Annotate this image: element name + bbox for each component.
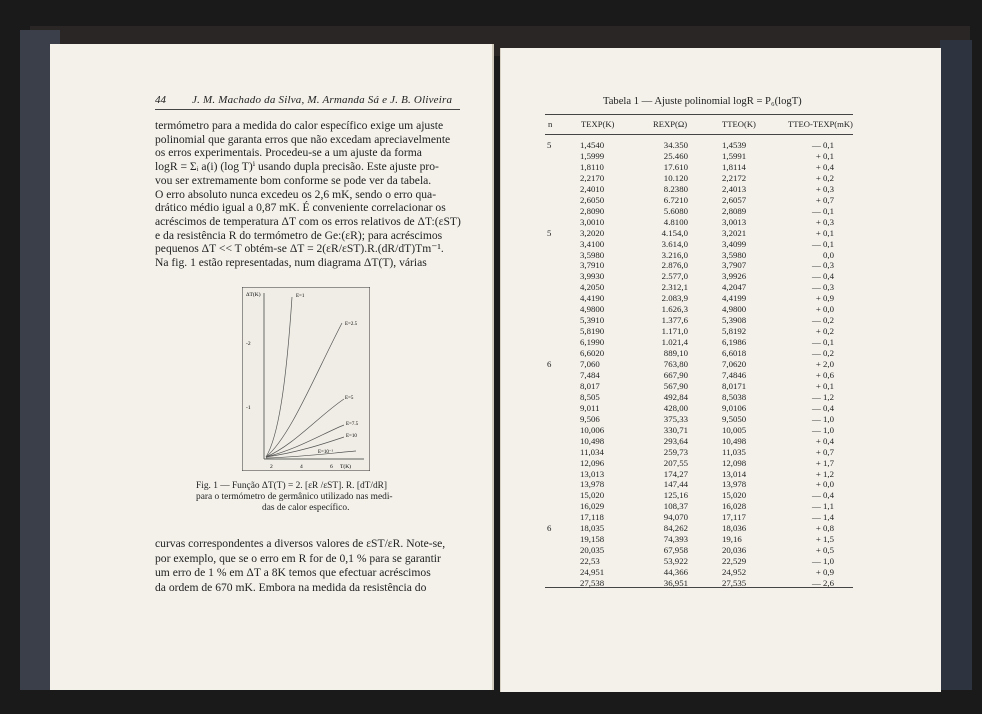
cell-tteo: 22,529 [722,556,747,567]
paragraph-line: por exemplo, que se o erro em R for de 0,1 % para se garantir [155,551,441,565]
cell-rexp: 3.216,0 [661,249,688,260]
cell-rexp: 2.312,1 [661,282,688,293]
cell-diff: — 0,2 [812,315,834,326]
paragraph-line: logR = Σᵢ a(i) (log T)ⁱ usando dupla precisão. Este ajuste pro- [155,160,439,174]
cell-tteo: 6,1986 [722,337,747,348]
cell-diff: + 0,1 [815,227,834,238]
cell-diff: 0,0 [823,249,834,260]
cell-tteo: 15,020 [722,490,747,501]
cell-diff: — 1,0 [812,556,834,567]
cell-rexp: 34.350 [663,140,688,150]
cell-texp: 9,506 [580,413,600,424]
cell-diff: + 0,4 [815,435,834,446]
cell-diff: — 0,1 [812,238,834,249]
cell-rexp: 492,84 [663,391,688,402]
cell-diff: + 1,2 [815,468,834,479]
cell-rexp: 763,80 [663,359,688,369]
cell-diff: — 0,1 [812,140,834,150]
cell-diff: + 2,0 [815,359,834,369]
cell-texp: 13,978 [580,479,605,490]
cell-tteo: 13,014 [722,468,747,479]
cell-rexp: 2.577,0 [661,271,688,282]
cell-rexp: 889,10 [663,348,688,359]
cell-tteo: 4,4199 [722,293,747,304]
cell-diff: + 0,1 [815,150,834,161]
cell-texp: 1,4540 [580,140,605,150]
cell-rexp: 1.626,3 [661,304,688,315]
cell-texp: 4,2050 [580,282,605,293]
curve-label: E=7.5 [346,422,359,427]
cell-tteo: 27,535 [722,578,747,588]
cell-tteo: 2,2172 [722,172,747,183]
cell-tteo: 9,5050 [722,413,747,424]
header-n: n [548,119,553,129]
cell-tteo: 4,2047 [722,282,747,293]
cell-rexp: 4.8100 [663,216,688,227]
right-page [500,48,941,692]
cell-texp: 3,0010 [580,216,605,227]
cell-diff: + 0,9 [815,293,834,304]
cell-texp: 8,505 [580,391,600,402]
cell-texp: 24,951 [580,567,605,578]
cell-texp: 16,029 [580,501,605,512]
cell-rexp: 330,71 [663,424,688,435]
cell-diff: — 0,4 [812,402,834,413]
cell-rexp: 207,55 [663,457,688,468]
cell-rexp: 2.876,0 [661,260,688,271]
cell-texp: 12,096 [580,457,605,468]
cell-tteo: 3,0013 [722,216,747,227]
curve-label: E=1 [296,294,305,299]
cell-tteo: 6,6018 [722,348,747,359]
cell-rexp: 1.171,0 [661,326,688,337]
cell-rexp: 5.6080 [663,205,688,216]
book-cover-right [940,40,972,690]
curve-label: E=10⁻¹ [318,450,334,455]
cell-texp: 22,53 [580,556,600,567]
cell-texp: 3,4100 [580,238,605,249]
cell-diff: + 0,2 [815,172,834,183]
cell-diff: — 0,2 [812,348,834,359]
y-axis-label: ΔT(K) [246,292,261,298]
cell-texp: 2,8090 [580,205,605,216]
cell-diff: + 0,3 [815,183,834,194]
plot-frame [242,287,370,471]
cell-texp: 2,6050 [580,194,605,205]
cell-tteo: 3,2021 [722,227,747,238]
cell-texp: 5,3910 [580,315,605,326]
cell-texp: 7,484 [580,369,600,380]
cell-tteo: 16,028 [722,501,747,512]
cell-diff: — 1,0 [812,413,834,424]
cell-texp: 7,060 [580,359,600,369]
x-tick-label: 2 [270,464,273,470]
cell-diff: — 1,2 [812,391,834,402]
cell-texp: 1,8110 [580,161,604,172]
cell-tteo: 8,0171 [722,380,747,391]
cell-texp: 1,5999 [580,150,605,161]
cell-diff: — 1,0 [812,424,834,435]
table-title: Tabela 1 — Ajuste polinomial logR = P₆(logT) [603,96,802,107]
cell-texp: 3,9930 [580,271,605,282]
cell-rexp: 125,16 [663,490,688,501]
header-tteo: TTEO(K) [722,119,756,129]
figure-1-plot [242,287,370,471]
cell-tteo: 3,7907 [722,260,747,271]
cell-tteo: 3,9926 [722,271,747,282]
cell-tteo: 18,036 [722,523,747,534]
cell-tteo: 24,952 [722,567,747,578]
caption-line: Fig. 1 — Função ΔT(T) = 2. [εR /εST]. R. [dT/dR] [196,481,388,491]
cell-texp: 17,118 [580,512,604,523]
cell-tteo: 20,036 [722,545,747,556]
cell-tteo: 5,3908 [722,315,747,326]
cell-tteo: 1,8114 [722,161,746,172]
paragraph-line: da ordem de 670 mK. Embora na medida da resistência do [155,580,427,594]
cell-diff: + 0,4 [815,161,834,172]
cell-rexp: 8.2380 [663,183,688,194]
curve-label: E=2.5 [345,322,358,327]
cell-texp: 3,7910 [580,260,605,271]
cell-rexp: 567,90 [663,380,688,391]
cell-texp: 4,9800 [580,304,605,315]
paragraph-line: termómetro para a medida do calor específico exige um ajuste [155,119,444,132]
cell-tteo: 19,16 [722,534,742,545]
cell-diff: + 0,5 [815,545,834,556]
cell-rexp: 17.610 [663,161,688,172]
cell-tteo: 7,0620 [722,359,747,369]
paragraph-line: um erro de 1 % em ΔT a 8K temos que efectuar acréscimos [155,566,431,580]
cell-tteo: 3,4099 [722,238,747,249]
cell-diff: — 0,4 [812,271,834,282]
cell-rexp: 53,922 [663,556,688,567]
cell-rexp: 84,262 [663,523,688,534]
cell-rexp: 293,64 [663,435,688,446]
cell-texp: 8,017 [580,380,600,391]
cell-texp: 2,4010 [580,183,605,194]
cell-texp: 3,5980 [580,249,605,260]
y-tick-label: -1 [246,405,251,411]
cell-diff: + 0,0 [815,304,834,315]
cell-texp: 2,2170 [580,172,605,183]
cell-diff: + 0,0 [815,479,834,490]
cell-rexp: 3.614,0 [661,238,688,249]
cell-rexp: 6.7210 [663,194,688,205]
cell-texp: 9,011 [580,402,600,413]
cell-diff: — 0,3 [812,260,834,271]
paragraph-line: polinomial que garanta erros que não excedam apreciavelmente [155,132,451,146]
cell-rexp: 94,070 [663,512,688,523]
cell-tteo: 2,4013 [722,183,747,194]
cell-texp: 19,158 [580,534,605,545]
cell-tteo: 17,117 [722,512,746,523]
cell-rexp: 174,27 [663,468,688,479]
cell-tteo: 4,9800 [722,304,747,315]
cell-tteo: 2,8089 [722,205,747,216]
cell-texp: 5,8190 [580,326,605,337]
curve-label: E=5 [345,396,354,401]
cell-rexp: 428,00 [663,402,688,413]
cell-diff: + 0,3 [815,216,834,227]
x-axis-label: T(K) [340,464,351,470]
table-header-rule [545,134,853,135]
cell-tteo: 8,5038 [722,391,747,402]
cell-texp: 6,6020 [580,348,605,359]
cell-diff: + 0,9 [815,567,834,578]
cell-tteo: 13,978 [722,479,747,490]
cell-diff: + 0,7 [815,446,834,457]
table-top-rule [545,114,853,115]
header-rule [155,109,460,110]
cell-diff: + 0,2 [815,326,834,337]
cell-tteo: 12,098 [722,457,747,468]
cell-diff: — 0,4 [812,490,834,501]
curve-label: E=10 [346,434,357,439]
x-tick-label: 6 [330,464,333,470]
cell-rexp: 2.083,9 [661,293,688,304]
paragraph-line: acréscimos de temperatura ΔT com os erros relativos de ΔT:(εST) [155,214,461,228]
cell-texp: 3,2020 [580,227,605,238]
cell-tteo: 2,6057 [722,194,747,205]
cell-tteo: 5,8192 [722,326,747,337]
paragraph-line: pequenos ΔT << T obtém-se ΔT = 2(εR/εST).R.(dR/dT)Tm⁻¹. [155,242,444,256]
cell-rexp: 147,44 [663,479,688,490]
cell-diff: — 0,1 [812,337,834,348]
cell-n: 5 [547,227,552,238]
header-rexp: REXP(Ω) [653,119,688,129]
cell-rexp: 10.120 [663,172,688,183]
cell-n: 6 [547,359,552,369]
paragraph-line: drático médio igual a 0,87 mK. É conveniente correlacionar os [155,201,446,215]
cell-tteo: 1,5991 [722,150,747,161]
page-number: 44 [155,94,166,106]
header-diff: TTEO-TEXP(mK) [788,119,853,129]
cell-tteo: 3,5980 [722,249,747,260]
cell-diff: — 0,3 [812,282,834,293]
cell-rexp: 74,393 [663,534,688,545]
cell-diff: — 2,6 [812,578,834,588]
cell-rexp: 667,90 [663,369,688,380]
cell-tteo: 9,0106 [722,402,747,413]
cell-rexp: 108,37 [663,501,688,512]
cell-rexp: 259,73 [663,446,688,457]
cell-diff: — 1,1 [812,501,834,512]
cell-n: 6 [547,523,552,534]
cell-tteo: 10,005 [722,424,747,435]
paragraph-line: O erro absoluto nunca excedeu os 2,6 mK, sendo o erro qua- [155,187,437,201]
cell-tteo: 1,4539 [722,140,747,150]
cell-diff: + 0,7 [815,194,834,205]
y-tick-label: -2 [246,341,251,347]
paragraph-line: vou ser extremamente bom conforme se pode ver da tabela. [155,173,432,187]
cell-diff: — 0,1 [812,205,834,216]
cell-rexp: 36,951 [663,578,688,588]
x-tick-label: 4 [300,464,303,470]
cell-tteo: 7,4846 [722,369,747,380]
cell-tteo: 10,498 [722,435,747,446]
cell-diff: + 1,7 [815,457,834,468]
caption-line: das de calor específico. [262,503,350,513]
cell-rexp: 25.460 [663,150,688,161]
cell-texp: 18,035 [580,523,605,534]
running-head: J. M. Machado da Silva, M. Armanda Sá e J. B. Oliveira [192,94,453,106]
cell-texp: 20,035 [580,545,605,556]
cell-texp: 10,498 [580,435,605,446]
cell-diff: — 1,4 [812,512,834,523]
paragraph-line: Na fig. 1 estão representadas, num diagrama ΔT(T), várias [155,256,427,269]
cell-texp: 6,1990 [580,337,605,348]
paragraph-line: curvas correspondentes a diversos valores de εST/εR. Note-se, [155,537,446,550]
header-texp: TEXP(K) [581,119,615,129]
caption-line: para o termómetro de germânico utilizado nas medi- [196,492,393,502]
cell-diff: + 0,1 [815,380,834,391]
cell-rexp: 1.021,4 [661,337,688,348]
cell-texp: 27,538 [580,578,605,588]
paragraph-line: os erros experimentais. Procedeu-se a um ajuste da forma [155,146,422,160]
cell-rexp: 44,366 [663,567,688,578]
cell-texp: 15,020 [580,490,605,501]
cell-texp: 10,006 [580,424,605,435]
cell-diff: + 0,6 [815,369,834,380]
paragraph-line: e da resistência R do termómetro de Ge:(εR); para acréscimos [155,228,443,242]
cell-rexp: 375,33 [663,413,688,424]
cell-tteo: 11,035 [722,446,746,457]
cell-rexp: 1.377,6 [661,315,688,326]
cell-rexp: 4.154,0 [661,227,688,238]
cell-texp: 11,034 [580,446,604,457]
cell-texp: 13,013 [580,468,605,479]
cell-diff: + 0,8 [815,523,834,534]
cell-texp: 4,4190 [580,293,605,304]
cell-n: 5 [547,140,552,150]
cell-diff: + 1,5 [815,534,834,545]
cell-rexp: 67,958 [663,545,688,556]
